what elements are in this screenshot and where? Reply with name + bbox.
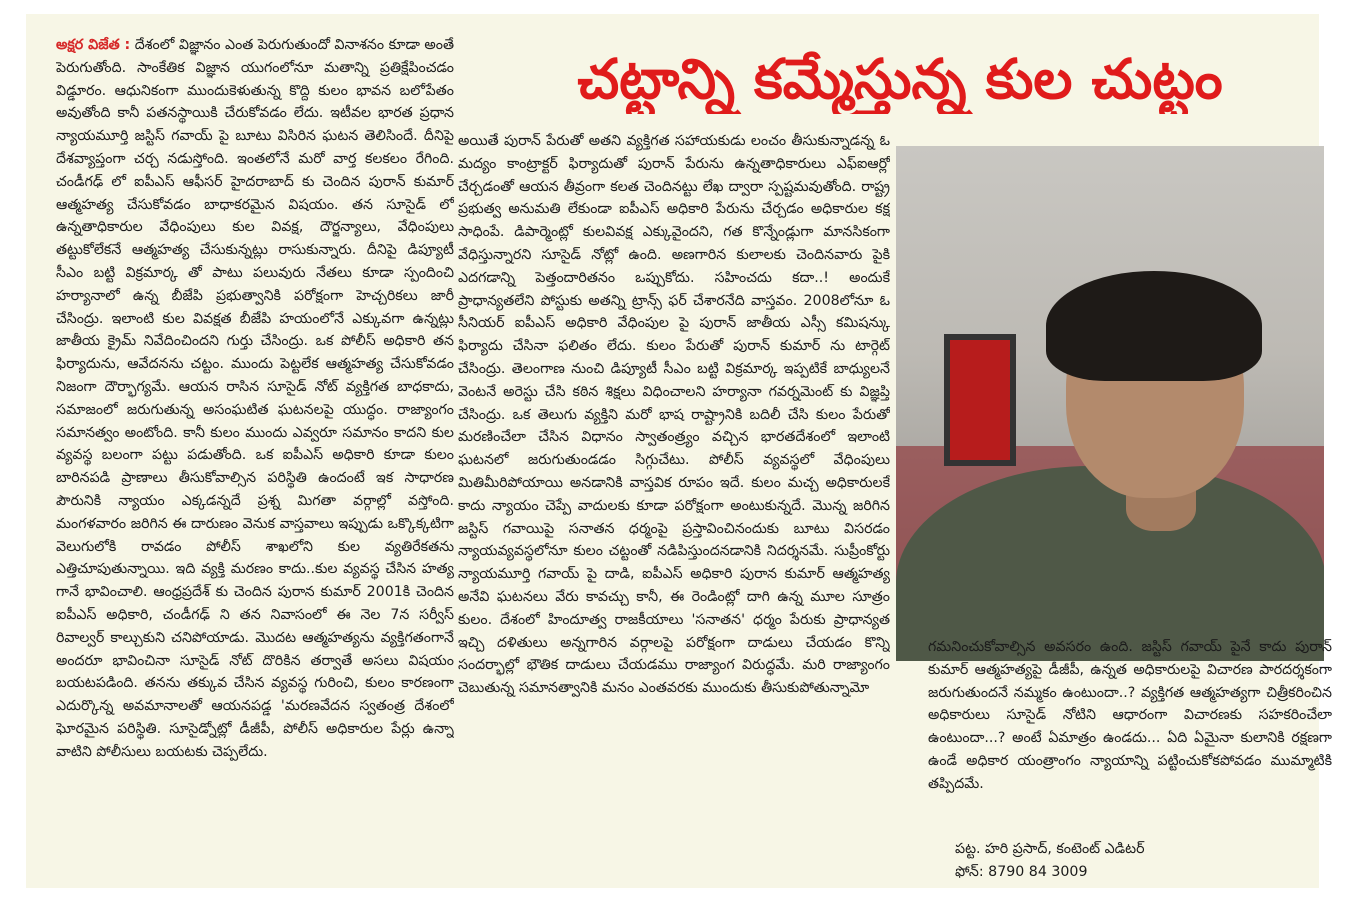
author-credit: పట్ట. హరి ప్రసాద్, కంటెంట్ ఎడిటర్ bbox=[955, 841, 1145, 857]
author-phone: ఫోన్: 8790 84 3009 bbox=[955, 863, 1088, 880]
author-footer bbox=[955, 838, 1335, 884]
column-1-body: దేశంలో విజ్ఞానం ఎంత పెరుగుతుందో వినాశనం కూడా అంతే పెరుగుతోంది. సాంకేతిక విజ్ఞాన యుగంలోనూ మతాన్ని ప్రతిక్షేపించడం విడ్డూరం. ఆధునికంగా ముందుకెళుతున్న కొద్ది కులం భావన బలోపేతం అవుతోంది కానీ పతనస్థాయికి చేరుకోవడం లేదు. ఇటీవల భారత ప్రధాన న్యాయమూర్తి జస్టిస్ గవాయ్ పై బూటు విసిరిన ఘటన తెలిసిందే. దీనిపై దేశవ్యాప్తంగా చర్చ నడుస్తోంది. ఇంతలోనే మరో వార్త కలకలం రేగింది. చండీగఢ్ లో ఐపీఎస్ ఆఫీసర్ హైదరాబాద్ కు చెందిన పురాన్ కుమార్ ఆత్మహత్య చేసుకోవడం బాధాకరమైన విషయం. తన సూసైడ్ లో ఉన్నతాధికారుల వేధింపులు కుల వివక్ష, దౌర్జన్యాలు, వేధింపులు తట్టుకోలేకనే ఆత్మహత్య చేసుకున్నట్లు రాసుకున్నారు. దీనిపై డిప్యూటీ సీఎం బట్టి విక్రమార్క తో పాటు పలువురు నేతలు కూడా స్పందించి హర్యానాలో ఉన్న బీజేపి ప్రభుత్వానికి పరోక్షంగా హెచ్చరికలు జారీ చేసింద్రు. ఇలాంటి కుల వివక్షత బీజేపి హయంలోనే ఎక్కువగా ఉన్నట్లు జాతీయ క్రైమ్ నివేదించిందని గుర్తు చేసింద్రు. ఒక పోలీస్ అధికారి తన ఫిర్యాదును, ఆవేదనను చట్టం. ముందు పెట్టలేక ఆత్మహత్య చేసుకోవడం నిజంగా దౌర్భాగ్యమే. ఆయన రాసిన సూసైడ్ నోట్ వ్యక్తిగత బాధకాదు, సమాజంలో జరుగుతున్న అసంఘటిత ఘటనలపై యుద్ధం. రాజ్యాంగం సమానత్వం అంటోంది. కానీ కులం ముందు ఎవ్వరూ సమానం కాదని కుల వ్యవస్థ బలంగా పట్టు పడుతోంది. ఒక ఐపీఎస్ అధికారి కూడా కులం బారినపడి ప్రాణాలు తీసుకోవాల్సిన పరిస్థితి ఉందంటే ఇక సాధారణ పౌరునికి న్యాయం ఎక్కడన్నదే ప్రశ్న మిగతా వర్గాల్లో వస్తోంది. మంగళవారం జరిగిన ఈ దారుణం వెనుక వాస్తవాలు ఇప్పుడు ఒక్కొక్కటిగా వెలుగులోకి రావడం పోలీస్ శాఖలోని కుల వ్యతిరేకతను ఎత్తిచూపుతున్నాయి. ఇది వ్యక్తి మరణం కాదు..కుల వ్యవస్థ చేసిన హత్య గానే భావించాలి. ఆంధ్రప్రదేశ్ కు చెందిన పురాన కుమార్ 2001కి చెందిన ఐపీఎస్ అధికారి, చండీగఢ్ ని తన నివాసంలో ఈ నెల 7న సర్వీస్ రివాల్వర్ కాల్చుకుని చనిపోయాడు. మొదట ఆత్మహత్యను వ్యక్తిగతంగానే అందరూ భావించినా సూసైడ్ నోట్ దొరికిన తర్వాతే అసలు విషయం బయటపడింది. తనను తక్కువ చేసిన వ్యవస్థ గురించి, కులం కారణంగా ఎదుర్కొన్న అవమానాలతో ఆయనపడ్డ 'మరణవేదన స్వతంత్ర దేశంలో ఘోరమైన పరిస్థితి. సూసైడ్నోట్లో డీజీపీ, పోలీస్ అధికారుల పేర్లు ఉన్నా వాటిని పోలీసులు బయటకు చెప్పలేదు. bbox=[56, 37, 454, 760]
article-column-2 bbox=[458, 130, 890, 890]
author-photo bbox=[896, 146, 1324, 661]
photo-shirt bbox=[896, 466, 1324, 661]
photo-hair bbox=[1046, 271, 1262, 381]
byline: అక్షర విజేత : bbox=[56, 37, 131, 53]
column-1-text bbox=[56, 34, 454, 764]
photo-tv-screen bbox=[944, 334, 1016, 466]
headline: చట్టాన్ని కమ్మేస్తున్న కుల చుట్టం bbox=[577, 47, 1223, 111]
column-2-body: అయితే పురాన్ పేరుతో అతని వ్యక్తిగత సహాయకుడు లంచం తీసుకున్నాడన్న ఓ మద్యం కాంట్రాక్టర్ ఫిర్యాదుతో పురాన్ పేరును ఉన్నతాధికారులు ఎఫ్ఐఆర్లో చేర్చడంతో ఆయన తీవ్రంగా కలత చెందినట్టు లేఖ ద్వారా స్పష్టమవుతోంది. రాష్ట్ర ప్రభుత్వ అనుమతి లేకుండా ఐపీఎస్ అధికారి పేరును చేర్చడం అధికారుల కక్ష సాధింపే. డిపార్మెంట్లో కులవివక్ష ఎక్కువైందని, గత కొన్నేండ్లుగా మానసికంగా వేధిస్తున్నారని సూసైడ్ నోట్లో ఉంది. అణగారిన కులాలకు చెందినవారు పైకి ఎదగడాన్ని పెత్తందారితనం ఒప్పుకోదు. సహించదు కదా..! అందుకే ప్రాధాన్యతలేని పోస్టుకు అతన్ని ట్రాన్స్ ఫర్ చేశారనేది వాస్తవం. 2008లోనూ ఓ సీనియర్ ఐపీఎస్ అధికారి వేధింపుల పై పురాన్ జాతీయ ఎస్సీ కమిషన్కు ఫిర్యాదు చేసినా ఫలితం లేదు. కులం పేరుతో పురాన్ కుమార్ ను టార్గెట్ చేసింద్రు. తెలంగాణ నుంచి డిప్యూటీ సీఎం బట్టి విక్రమార్క ఇప్పటికే బాధ్యులనే వెంటనే అరెస్టు చేసి కఠిన శిక్షలు విధించాలని హర్యానా గవర్నమెంట్ కు విజ్ఞప్తి చేసింద్రు. ఒక తెలుగు వ్యక్తిని మరో భాష రాష్ట్రానికి బదిలీ చేసి కులం పేరుతో మరణించేలా చేసిన విధానం స్వాతంత్ర్యం వచ్చిన భారతదేశంలో ఇలాంటి ఘటనలో జరుగుతుండడం సిగ్గుచేటు. పోలీస్ వ్యవస్థలో వేధింపులు మితిమీరిపోయాయి అనడానికి వాస్తవిక రూపం ఇదే. కులం మచ్చ అధికారులకే కాదు న్యాయం చెప్పే వాదులకు కూడా పరోక్షంగా అంటుకున్నదే. మొన్న జరిగిన జస్టిస్ గవాయిపై సనాతన ధర్మంపై ప్రస్తావించినందుకు బూటు విసరడం న్యాయవ్యవస్థలోనూ కులం చట్టంతో నడిపిస్తుందనడానికి నిదర్శనమే. సుప్రీంకోర్టు న్యాయమూర్తి గవాయ్ పై దాడి, ఐపీఎస్ అధికారి పురాన కుమార్ ఆత్మహత్య అనేవి ఘటనలు వేరు కావచ్చు కానీ, ఈ రెండింట్లో దాగి ఉన్న మూల సూత్రం కులం. దేశంలో హిందూత్వ రాజకీయాలు 'సనాతన' ధర్మం పేరుకు ప్రాధాన్యత ఇచ్చి దళితులు అన్నగారిన వర్గాలపై పరోక్షంగా దాడులు చేయడం కొన్ని సందర్భాల్లో భౌతిక దాడులు చేయడము రాజ్యాంగ విరుద్ధమే. మరి రాజ్యాంగం చెబుతున్న సమానత్వానికి మనం ఎంతవరకు ముందుకు తీసుకుపోతున్నామో bbox=[458, 133, 890, 697]
article-column-3 bbox=[928, 636, 1332, 866]
article-column-1 bbox=[56, 34, 454, 884]
column-3-body: గమనించుకోవాల్సిన అవసరం ఉంది. జస్టిస్ గవాయ్ పైనే కాదు పురాన్ కుమార్ ఆత్మహత్యపై డీజీపీ, ఉన్నత అధికారులపై విచారణ పారదర్శకంగా జరుగుతుందనే నమ్మకం ఉంటుందా..? వ్యక్తిగత ఆత్మహత్యగా చిత్రీకరించిన అధికారులు సూసైడ్ నోటిని ఆధారంగా విచారణకు సహకరించేలా ఉంటుందా...? అంటే ఏమాత్రం ఉండదు... ఏది ఏమైనా కులానికి రక్షణగా ఉండే అధికార యంత్రాంగం న్యాయాన్ని పట్టించుకోకపోవడం ముమ్మాటికి తప్పిదమే. bbox=[928, 639, 1332, 792]
newspaper-page bbox=[26, 14, 1332, 888]
